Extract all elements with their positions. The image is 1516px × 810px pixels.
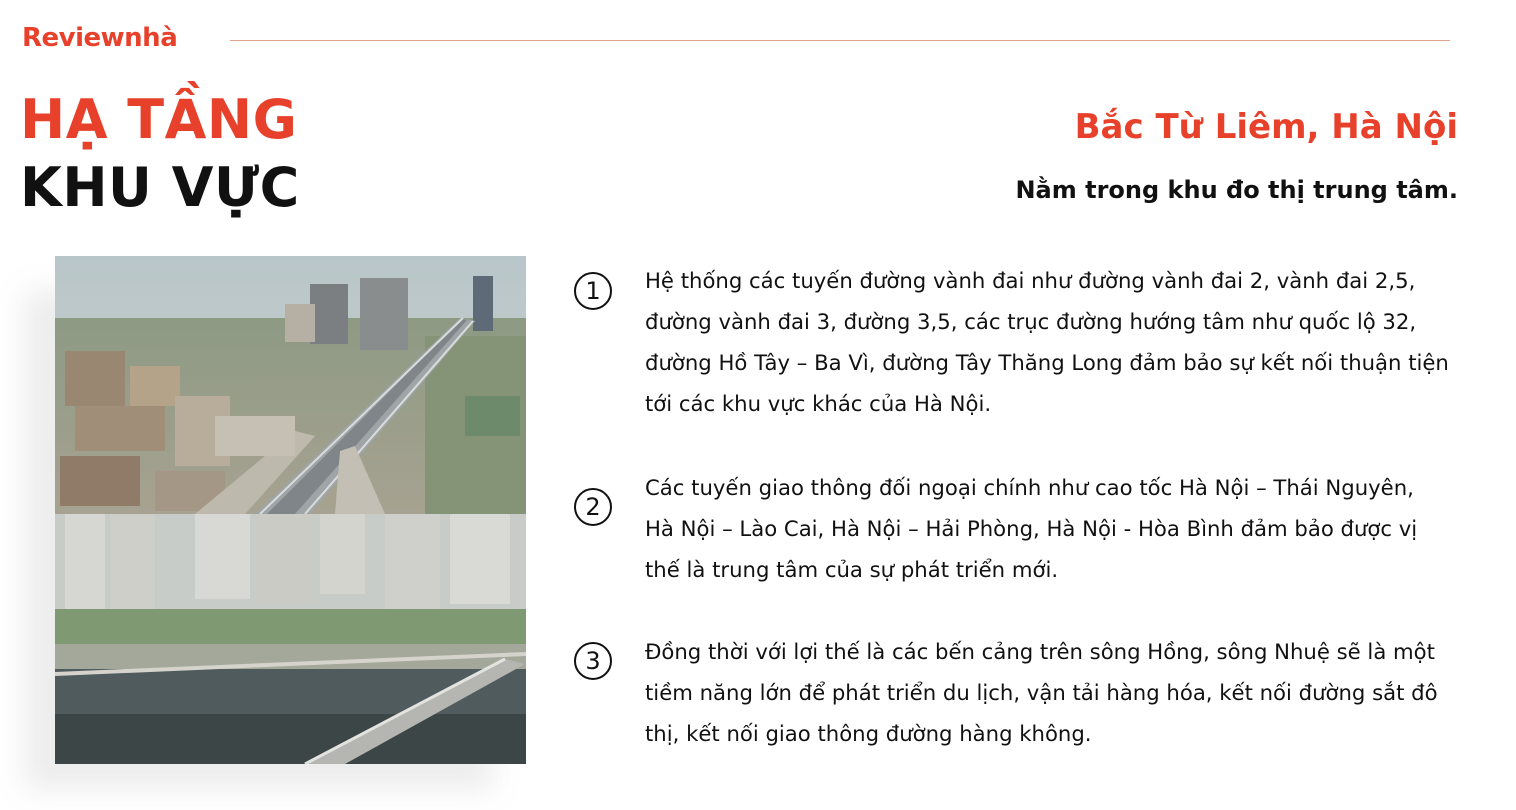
header-divider — [230, 40, 1450, 41]
item-text: Hệ thống các tuyến đường vành đai như đường vành đai 2, vành đai 2,5, đường vành đai 3, đường 3,5, các trục đường hướng tâm như quốc lộ 32, đường Hồ Tây – Ba Vì, đường Tây Thăng Long đảm bảo sự kết nối thuận tiện tới các khu vực khác của Hà Nội. — [645, 268, 1449, 416]
location-heading: Bắc Từ Liêm, Hà Nội — [1074, 107, 1458, 147]
title-line-2: KHU VỰC — [20, 156, 300, 219]
aerial-highway-photo — [55, 256, 526, 514]
location-subtitle: Nằm trong khu đo thị trung tâm. — [1015, 176, 1458, 204]
item-text: Các tuyến giao thông đối ngoại chính như cao tốc Hà Nội – Thái Nguyên, Hà Nội – Lào Cai, Hà Nội – Hải Phòng, Hà Nội - Hòa Bình đảm bảo được vị thế là trung tâm của sự phát triển mới. — [645, 475, 1418, 582]
item-number-badge: 2 — [574, 488, 612, 526]
item-text: Đồng thời với lợi thế là các bến cảng trên sông Hồng, sông Nhuệ sẽ là một tiềm năng lớn để phát triển du lịch, vận tải hàng hóa, kết nối đường sắt đô thị, kết nối giao thông đường hàng không. — [645, 639, 1438, 746]
brand-logo[interactable] — [22, 18, 177, 58]
area-photo-collage — [55, 256, 526, 764]
page-title — [20, 86, 300, 222]
brand-logo-text: Reviewnhà — [22, 23, 178, 53]
title-line-1: HẠ TẦNG — [20, 88, 298, 151]
river-park-photo — [55, 514, 526, 764]
item-number-badge: 3 — [574, 642, 612, 680]
item-number-badge: 1 — [574, 272, 612, 310]
